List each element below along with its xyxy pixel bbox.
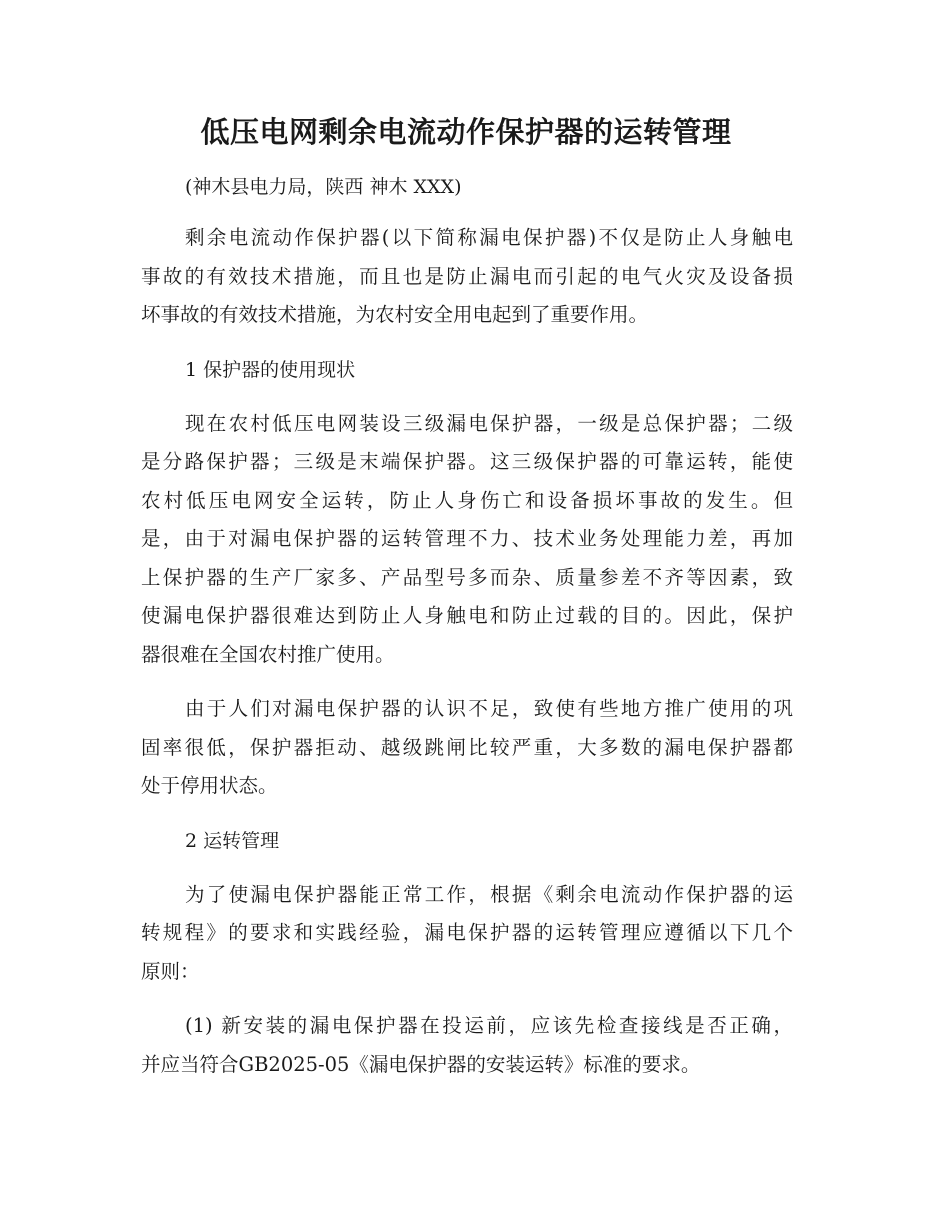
section2-paragraph-2 <box>141 1007 793 1084</box>
paragraph-line: 坏事故的有效技术措施，为农村安全用电起到了重要作用。 <box>141 303 649 326</box>
paragraph-line: 处于停用状态。 <box>141 774 278 797</box>
paragraph-line: 使漏电保护器很难达到防止人身触电和防止过载的目的。因此，保护 <box>141 604 793 627</box>
paragraph-line: 现在农村低压电网装设三级漏电保护器，一级是总保护器；二级 <box>185 411 793 435</box>
section2-paragraph-1 <box>141 876 793 992</box>
paragraph-line: (1) 新安装的漏电保护器在投运前，应该先检查接线是否正确， <box>185 1014 793 1037</box>
paragraph-line: 器很难在全国农村推广使用。 <box>141 642 395 666</box>
paragraph-line: 是分路保护器；三级是末端保护器。这三级保护器的可靠运转，能使 <box>141 450 793 473</box>
paragraph-line: 上保护器的生产厂家多、产品型号多而杂、质量参差不齐等因素，致 <box>141 565 793 589</box>
paragraph-line: 由于人们对漏电保护器的认识不足，致使有些地方推广使用的巩 <box>185 697 793 720</box>
section1-paragraph-2 <box>141 690 793 806</box>
paragraph-line: 固率很低，保护器拒动、越级跳闸比较严重，大多数的漏电保护器都 <box>141 735 793 759</box>
paragraph-line: 是，由于对漏电保护器的运转管理不力、技术业务处理能力差，再加 <box>141 527 793 550</box>
intro-paragraph <box>141 219 793 335</box>
section1-paragraph-1 <box>141 405 793 675</box>
author-affiliation: (神木县电力局，陕西 神木 XXX) <box>185 176 462 198</box>
document-page <box>141 112 793 1084</box>
document-title: 低压电网剩余电流动作保护器的运转管理 <box>200 115 732 149</box>
paragraph-line: 为了使漏电保护器能正常工作，根据《剩余电流动作保护器的运 <box>185 882 793 906</box>
paragraph-line: 原则： <box>141 959 200 983</box>
section-heading-2: 2 运转管理 <box>185 829 280 852</box>
paragraph-line: 转规程》的要求和实践经验，漏电保护器的运转管理应遵循以下几个 <box>141 921 793 944</box>
section-heading-1: 1 保护器的使用现状 <box>185 358 356 381</box>
paragraph-line: 并应当符合GB2025-05《漏电保护器的安装运转》标准的要求。 <box>141 1052 701 1076</box>
paragraph-line: 剩余电流动作保护器(以下简称漏电保护器)不仅是防止人身触电 <box>185 226 793 249</box>
paragraph-line: 事故的有效技术措施，而且也是防止漏电而引起的电气火灾及设备损 <box>141 264 793 288</box>
paragraph-line: 农村低压电网安全运转，防止人身伤亡和设备损坏事故的发生。但 <box>141 488 793 512</box>
